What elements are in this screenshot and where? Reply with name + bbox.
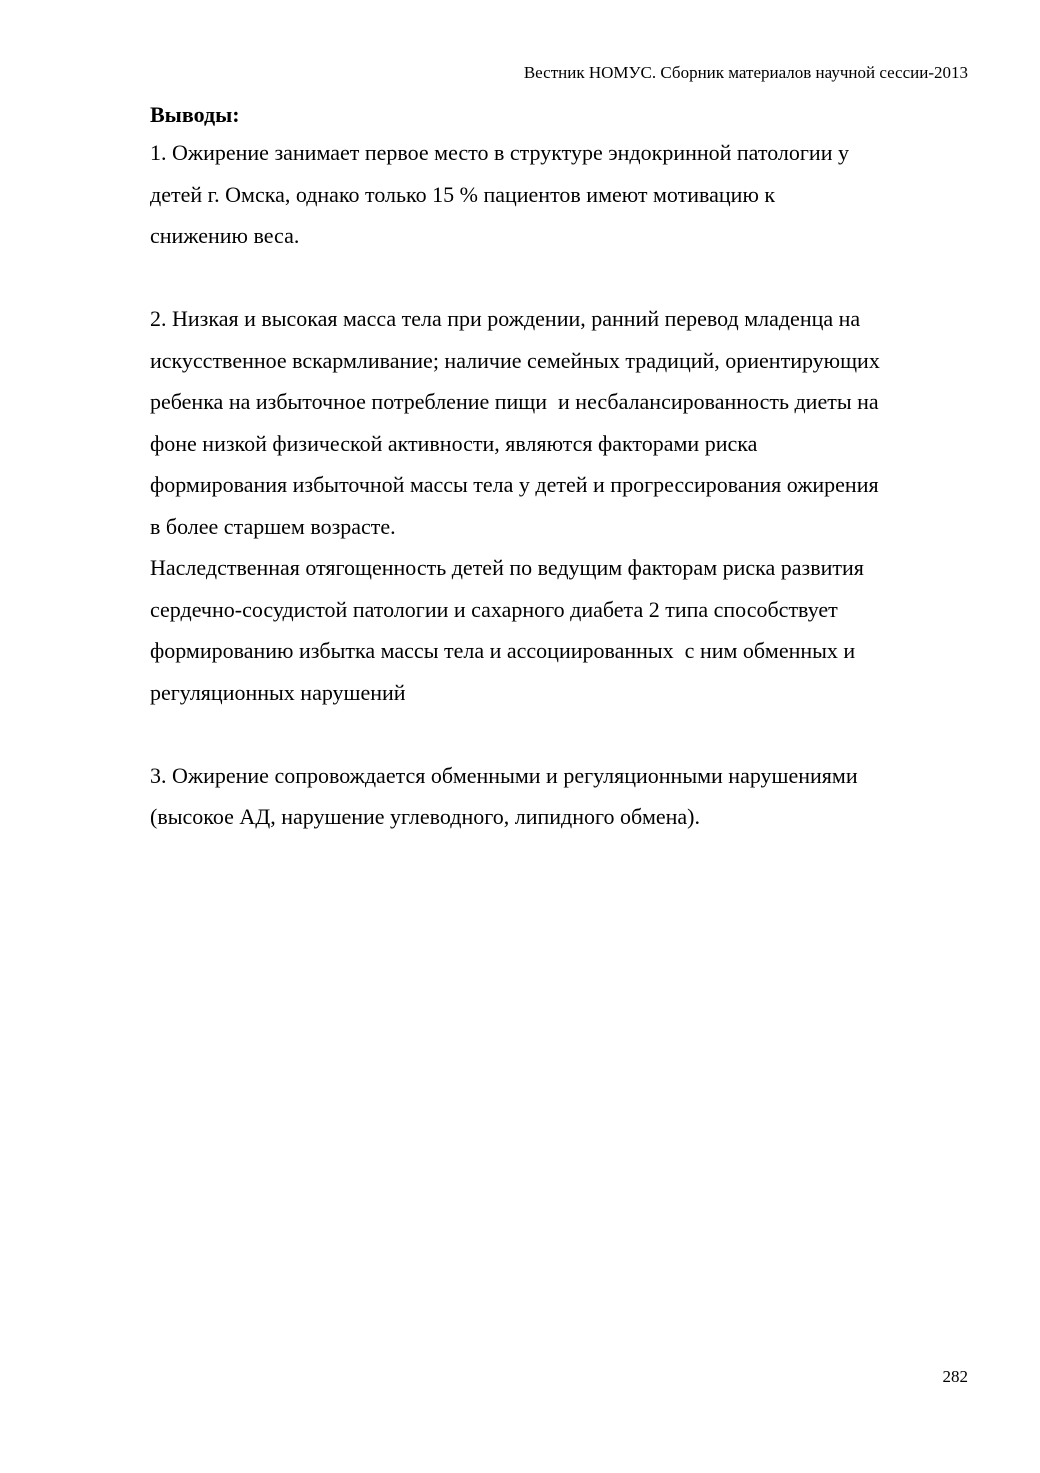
text-line: ребенка на избыточное потребление пищи и несбалансированность диеты на bbox=[150, 389, 879, 414]
text-line: регуляционных нарушений bbox=[150, 679, 406, 705]
paragraph-gap bbox=[150, 257, 980, 299]
running-header: Вестник НОМУС. Сборник материалов научной сессии-2013 bbox=[523, 63, 968, 82]
text-line: в более старшем возрасте. bbox=[150, 513, 396, 539]
conclusion-2 bbox=[150, 298, 980, 547]
conclusion-1 bbox=[150, 132, 980, 257]
text-line: снижению веса. bbox=[150, 223, 300, 248]
paragraph-gap bbox=[150, 713, 980, 755]
conclusion-3 bbox=[150, 755, 980, 838]
text-line: сердечно-сосудистой патологии и сахарного диабета 2 типа способствует bbox=[150, 596, 838, 622]
text-line: (высокое АД, нарушение углеводного, липидного обмена). bbox=[150, 804, 700, 829]
conclusions-section bbox=[150, 98, 980, 838]
text-line: 3. Ожирение сопровождается обменными и регуляционными нарушениями bbox=[150, 762, 858, 788]
text-line: формирования избыточной массы тела у детей и прогрессирования ожирения bbox=[150, 472, 879, 497]
section-heading: Выводы: bbox=[150, 102, 240, 127]
text-line: искусственное вскармливание; наличие семейных традиций, ориентирующих bbox=[150, 347, 880, 373]
text-line: формированию избытка массы тела и ассоциированных с ним обменных и bbox=[150, 638, 856, 663]
page-number: 282 bbox=[942, 1367, 968, 1386]
text-line: 2. Низкая и высокая масса тела при рождении, ранний перевод младенца на bbox=[150, 306, 861, 331]
text-line: фоне низкой физической активности, являются факторами риска bbox=[150, 430, 758, 456]
text-line: Наследственная отягощенность детей по ведущим факторам риска развития bbox=[150, 555, 864, 580]
conclusion-2-continued bbox=[150, 547, 980, 713]
text-line: 1. Ожирение занимает первое место в структуре эндокринной патологии у bbox=[150, 140, 849, 165]
text-line: детей г. Омска, однако только 15 % пациентов имеют мотивацию к bbox=[150, 181, 776, 207]
